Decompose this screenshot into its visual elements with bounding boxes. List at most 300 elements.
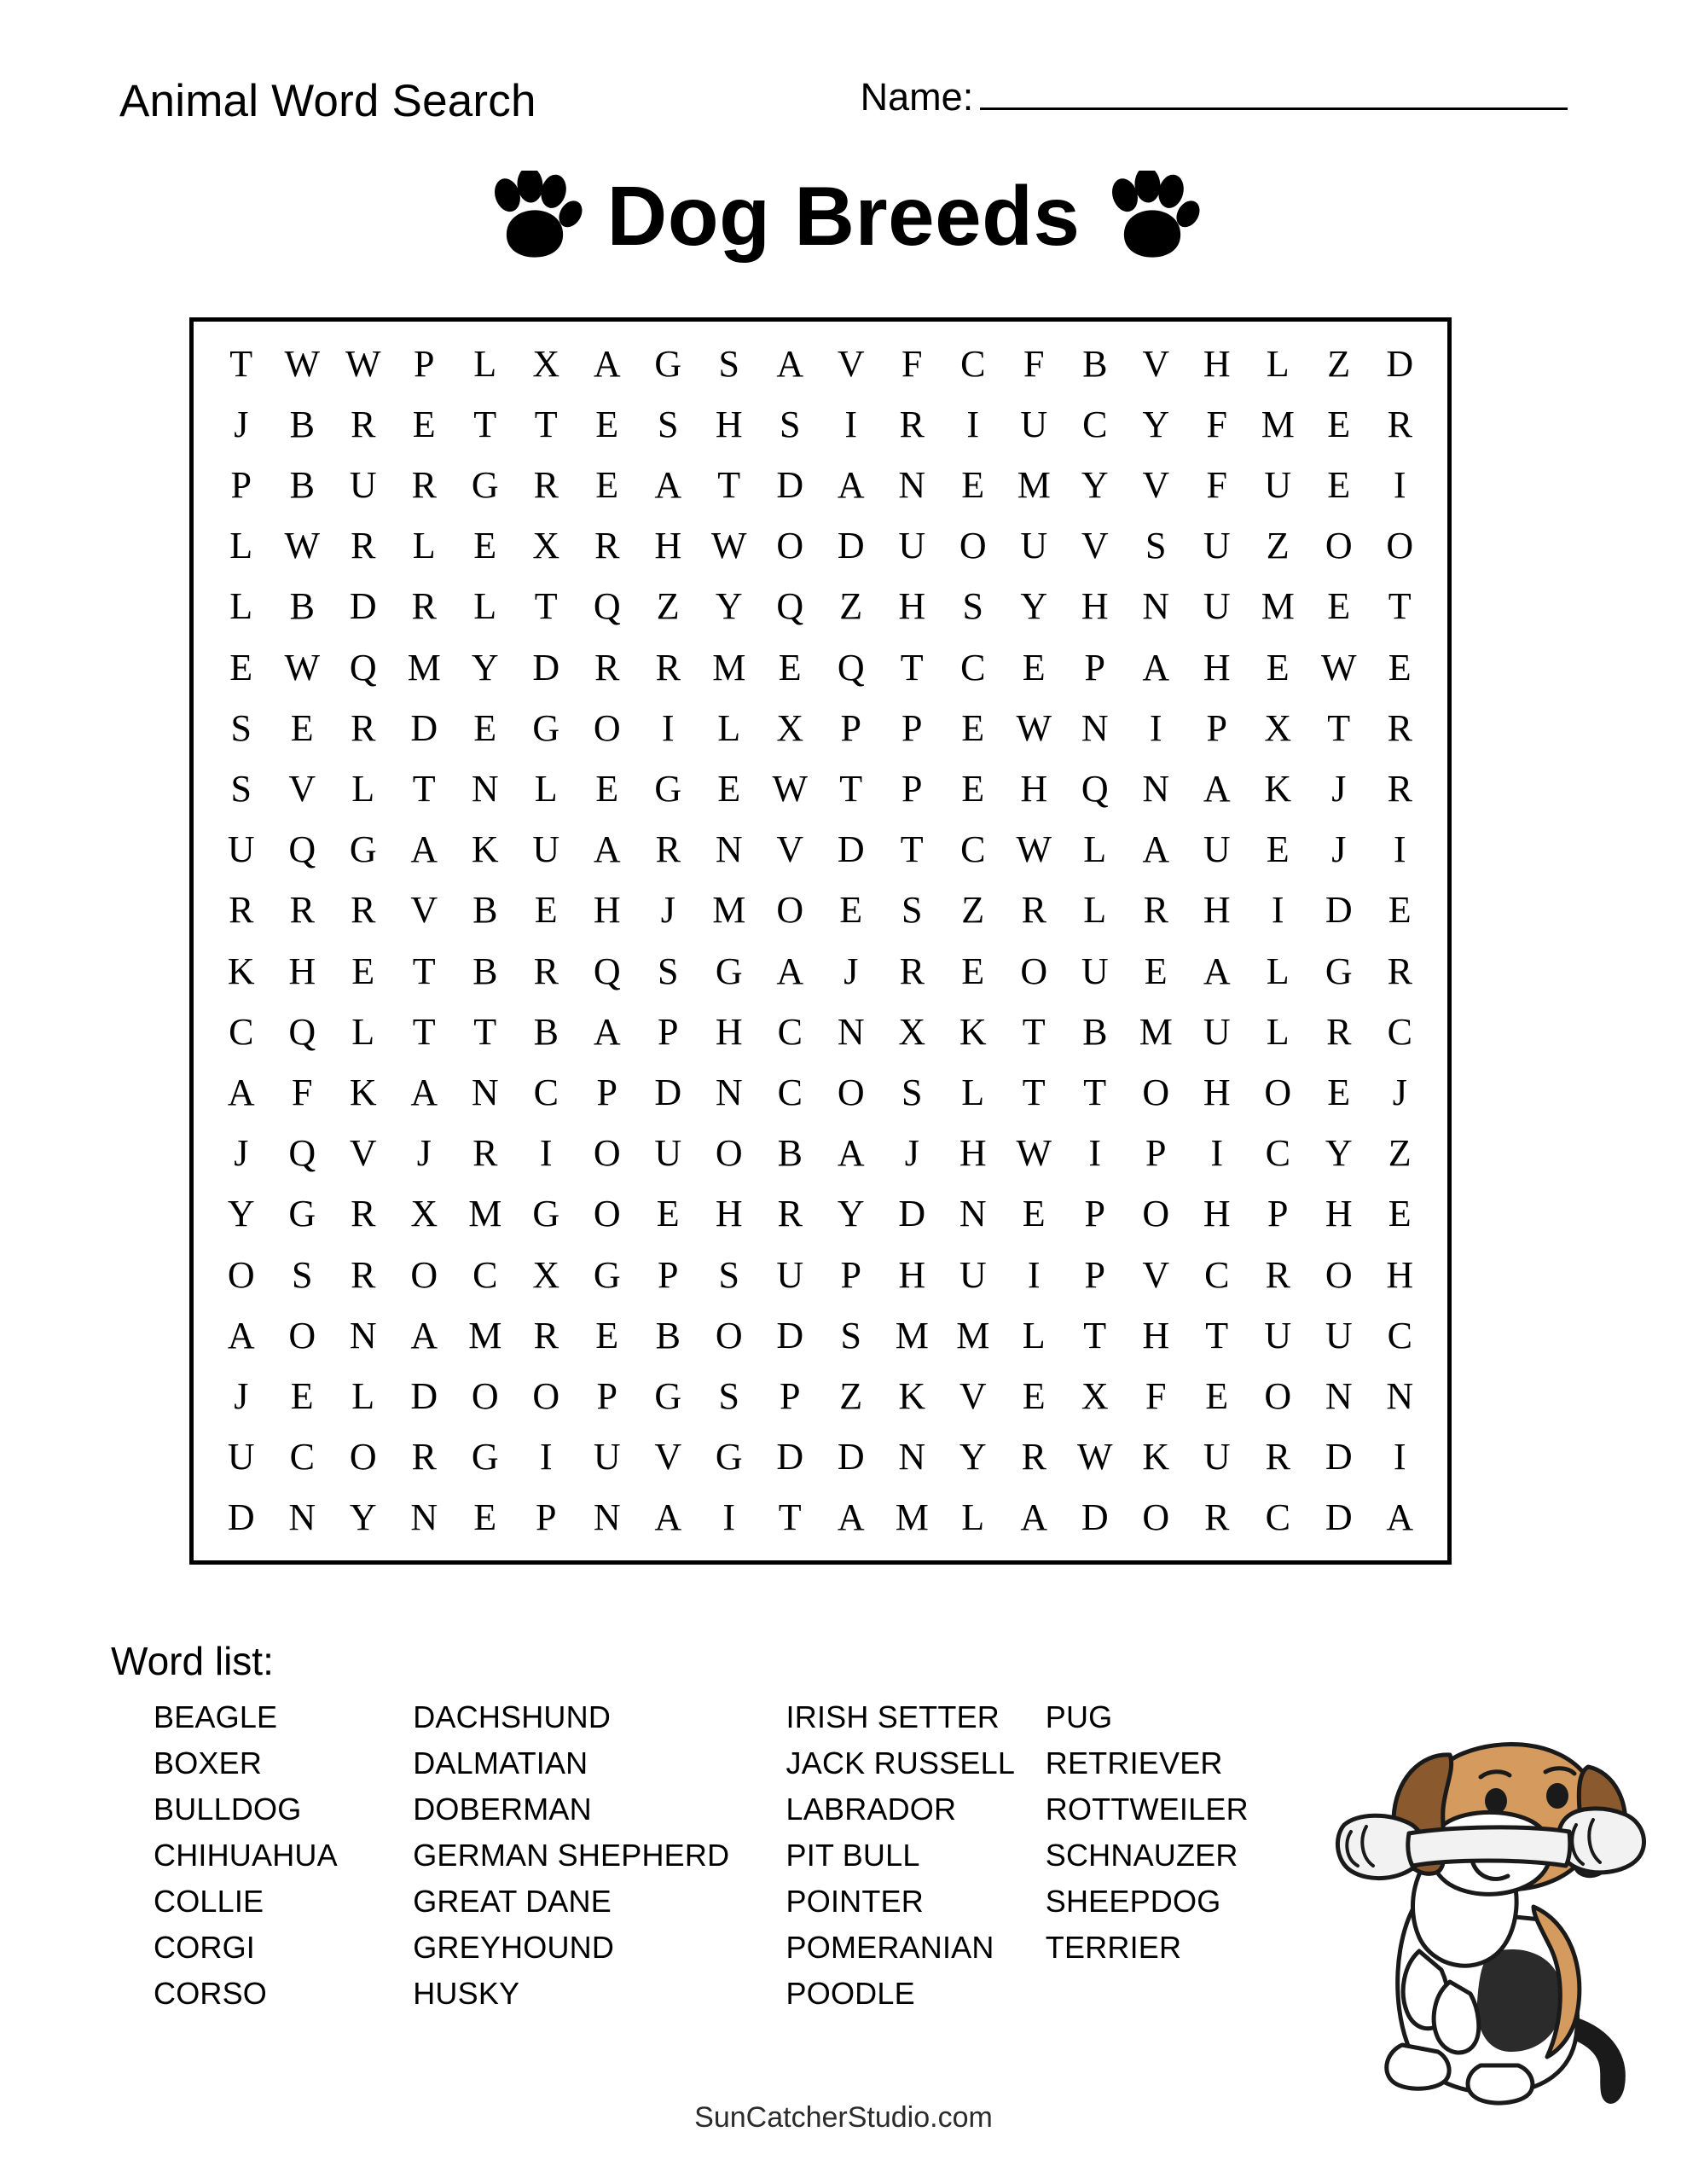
grid-cell-r1-c8[interactable]: G — [654, 342, 682, 385]
grid-cell-r17-c11[interactable]: S — [840, 1314, 861, 1356]
grid-cell-r4-c18[interactable]: Z — [1266, 525, 1290, 567]
grid-cell-r19-c12[interactable]: N — [898, 1436, 926, 1478]
grid-cell-r10-c3[interactable]: R — [351, 889, 376, 932]
grid-cell-r15-c17[interactable]: H — [1203, 1193, 1231, 1235]
grid-cell-r20-c15[interactable]: D — [1081, 1496, 1109, 1539]
grid-cell-r9-c10[interactable]: V — [776, 828, 804, 871]
grid-cell-r4-c20[interactable]: O — [1386, 525, 1414, 567]
grid-cell-r5-c19[interactable]: E — [1327, 585, 1351, 628]
grid-cell-r14-c9[interactable]: O — [715, 1132, 743, 1175]
grid-cell-r6-c11[interactable]: Q — [837, 646, 865, 688]
grid-cell-r20-c5[interactable]: E — [473, 1496, 497, 1539]
grid-cell-r16-c13[interactable]: U — [959, 1253, 987, 1296]
grid-cell-r11-c3[interactable]: E — [351, 950, 375, 992]
grid-cell-r10-c16[interactable]: R — [1143, 889, 1168, 932]
grid-cell-r13-c1[interactable]: A — [227, 1071, 255, 1113]
grid-cell-r14-c20[interactable]: Z — [1388, 1132, 1412, 1175]
word-list-item[interactable]: SCHNAUZER — [1045, 1838, 1238, 1873]
grid-cell-r11-c10[interactable]: A — [776, 950, 804, 992]
grid-cell-r13-c20[interactable]: J — [1392, 1071, 1407, 1113]
grid-cell-r9-c8[interactable]: R — [655, 828, 681, 871]
word-list-item[interactable]: BOXER — [154, 1745, 263, 1780]
grid-cell-r13-c8[interactable]: D — [654, 1071, 682, 1113]
grid-cell-r7-c5[interactable]: E — [473, 706, 497, 749]
grid-cell-r16-c20[interactable]: H — [1386, 1253, 1414, 1296]
grid-cell-r3-c20[interactable]: I — [1393, 463, 1406, 506]
grid-cell-r20-c12[interactable]: M — [895, 1496, 929, 1539]
grid-cell-r1-c7[interactable]: A — [593, 342, 621, 385]
grid-cell-r6-c3[interactable]: Q — [349, 646, 377, 688]
grid-cell-r8-c3[interactable]: L — [351, 767, 375, 810]
grid-cell-r7-c7[interactable]: O — [593, 706, 621, 749]
grid-cell-r15-c9[interactable]: H — [715, 1193, 743, 1235]
grid-cell-r6-c5[interactable]: Y — [471, 646, 499, 688]
grid-cell-r2-c8[interactable]: S — [658, 403, 679, 445]
grid-cell-r8-c15[interactable]: Q — [1081, 767, 1109, 810]
grid-cell-r7-c14[interactable]: W — [1016, 706, 1052, 749]
grid-cell-r13-c5[interactable]: N — [471, 1071, 499, 1113]
grid-cell-r12-c5[interactable]: T — [473, 1010, 497, 1053]
grid-cell-r10-c11[interactable]: E — [839, 889, 863, 932]
grid-cell-r9-c2[interactable]: Q — [288, 828, 316, 871]
word-list-item[interactable]: SHEEPDOG — [1045, 1884, 1221, 1919]
grid-cell-r12-c20[interactable]: C — [1387, 1010, 1412, 1053]
grid-cell-r3-c3[interactable]: U — [349, 463, 377, 506]
grid-cell-r10-c10[interactable]: O — [776, 889, 804, 932]
grid-cell-r16-c5[interactable]: C — [472, 1253, 498, 1296]
grid-cell-r20-c20[interactable]: A — [1386, 1496, 1414, 1539]
grid-cell-r17-c13[interactable]: M — [956, 1314, 990, 1356]
grid-cell-r5-c1[interactable]: L — [229, 585, 253, 628]
grid-cell-r5-c17[interactable]: U — [1203, 585, 1231, 628]
grid-cell-r16-c16[interactable]: V — [1142, 1253, 1170, 1296]
grid-cell-r7-c11[interactable]: P — [840, 706, 861, 749]
grid-cell-r12-c18[interactable]: L — [1266, 1010, 1290, 1053]
grid-cell-r19-c7[interactable]: U — [593, 1436, 621, 1478]
grid-cell-r7-c17[interactable]: P — [1206, 706, 1227, 749]
word-list-item[interactable]: DACHSHUND — [413, 1699, 612, 1734]
grid-cell-r20-c8[interactable]: A — [654, 1496, 682, 1539]
grid-cell-r7-c3[interactable]: R — [351, 706, 376, 749]
grid-cell-r2-c7[interactable]: E — [595, 403, 619, 445]
grid-cell-r16-c9[interactable]: S — [718, 1253, 739, 1296]
grid-cell-r9-c7[interactable]: A — [593, 828, 621, 871]
grid-cell-r5-c20[interactable]: T — [1388, 585, 1412, 628]
grid-cell-r11-c9[interactable]: G — [715, 950, 743, 992]
grid-cell-r3-c8[interactable]: A — [654, 463, 682, 506]
grid-cell-r17-c5[interactable]: M — [468, 1314, 502, 1356]
grid-cell-r20-c11[interactable]: A — [837, 1496, 865, 1539]
grid-cell-r18-c20[interactable]: N — [1386, 1374, 1414, 1417]
grid-cell-r19-c5[interactable]: G — [471, 1436, 499, 1478]
grid-cell-r13-c9[interactable]: N — [715, 1071, 743, 1113]
grid-cell-r12-c19[interactable]: R — [1326, 1010, 1352, 1053]
grid-cell-r19-c18[interactable]: R — [1265, 1436, 1290, 1478]
grid-cell-r19-c11[interactable]: D — [837, 1436, 865, 1478]
grid-cell-r9-c15[interactable]: L — [1083, 828, 1107, 871]
grid-cell-r13-c13[interactable]: L — [961, 1071, 985, 1113]
grid-cell-r7-c15[interactable]: N — [1081, 706, 1109, 749]
grid-cell-r11-c14[interactable]: O — [1020, 950, 1048, 992]
grid-cell-r7-c4[interactable]: D — [410, 706, 438, 749]
grid-cell-r9-c12[interactable]: T — [900, 828, 924, 871]
grid-cell-r18-c2[interactable]: E — [290, 1374, 314, 1417]
grid-cell-r6-c7[interactable]: R — [594, 646, 620, 688]
grid-cell-r11-c2[interactable]: H — [288, 950, 316, 992]
grid-cell-r9-c6[interactable]: U — [532, 828, 560, 871]
grid-cell-r17-c16[interactable]: H — [1142, 1314, 1170, 1356]
grid-cell-r15-c11[interactable]: Y — [837, 1193, 865, 1235]
grid-cell-r9-c18[interactable]: E — [1266, 828, 1290, 871]
grid-cell-r10-c20[interactable]: E — [1388, 889, 1412, 932]
grid-cell-r1-c6[interactable]: X — [532, 342, 560, 385]
grid-cell-r6-c15[interactable]: P — [1084, 646, 1105, 688]
grid-cell-r17-c20[interactable]: C — [1387, 1314, 1412, 1356]
grid-cell-r19-c6[interactable]: I — [539, 1436, 553, 1478]
grid-cell-r13-c17[interactable]: H — [1203, 1071, 1231, 1113]
grid-cell-r3-c16[interactable]: V — [1142, 463, 1170, 506]
grid-cell-r19-c1[interactable]: U — [227, 1436, 255, 1478]
grid-cell-r17-c6[interactable]: R — [533, 1314, 559, 1356]
word-list-item[interactable]: JACK RUSSELL — [786, 1745, 1016, 1780]
grid-cell-r19-c4[interactable]: R — [411, 1436, 437, 1478]
grid-cell-r1-c14[interactable]: F — [1023, 342, 1045, 385]
grid-cell-r10-c13[interactable]: Z — [961, 889, 985, 932]
grid-cell-r13-c18[interactable]: O — [1264, 1071, 1292, 1113]
word-list-item[interactable]: POODLE — [786, 1976, 915, 2011]
name-input-line[interactable] — [980, 107, 1568, 110]
grid-cell-r1-c4[interactable]: P — [414, 342, 435, 385]
grid-cell-r12-c3[interactable]: L — [351, 1010, 375, 1053]
grid-cell-r11-c4[interactable]: T — [412, 950, 436, 992]
grid-cell-r16-c6[interactable]: X — [532, 1253, 560, 1296]
grid-cell-r14-c6[interactable]: I — [539, 1132, 553, 1175]
grid-cell-r7-c8[interactable]: I — [661, 706, 675, 749]
grid-cell-r19-c17[interactable]: U — [1203, 1436, 1231, 1478]
grid-cell-r3-c5[interactable]: G — [471, 463, 499, 506]
grid-cell-r19-c9[interactable]: G — [715, 1436, 743, 1478]
grid-cell-r6-c16[interactable]: A — [1142, 646, 1170, 688]
grid-cell-r5-c14[interactable]: Y — [1020, 585, 1048, 628]
grid-cell-r19-c14[interactable]: R — [1021, 1436, 1046, 1478]
grid-cell-r4-c5[interactable]: E — [473, 525, 497, 567]
grid-cell-r13-c3[interactable]: K — [349, 1071, 377, 1113]
word-list-item[interactable]: RETRIEVER — [1045, 1745, 1223, 1780]
grid-cell-r2-c2[interactable]: B — [289, 403, 315, 445]
grid-cell-r5-c13[interactable]: S — [962, 585, 983, 628]
grid-cell-r2-c12[interactable]: R — [899, 403, 925, 445]
grid-cell-r3-c14[interactable]: M — [1017, 463, 1051, 506]
grid-cell-r9-c5[interactable]: K — [471, 828, 499, 871]
grid-cell-r5-c8[interactable]: Z — [656, 585, 680, 628]
grid-cell-r11-c5[interactable]: B — [472, 950, 498, 992]
grid-cell-r7-c9[interactable]: L — [717, 706, 741, 749]
grid-cell-r14-c15[interactable]: I — [1088, 1132, 1102, 1175]
grid-cell-r10-c19[interactable]: D — [1325, 889, 1353, 932]
grid-cell-r11-c15[interactable]: U — [1081, 950, 1109, 992]
grid-cell-r6-c17[interactable]: H — [1203, 646, 1231, 688]
grid-cell-r9-c20[interactable]: I — [1393, 828, 1406, 871]
word-list-item[interactable]: CORSO — [154, 1976, 268, 2011]
word-list-item[interactable]: GREAT DANE — [413, 1884, 612, 1919]
grid-cell-r4-c16[interactable]: S — [1145, 525, 1167, 567]
grid-cell-r15-c4[interactable]: X — [410, 1193, 438, 1235]
grid-cell-r20-c14[interactable]: A — [1020, 1496, 1048, 1539]
grid-cell-r12-c8[interactable]: P — [658, 1010, 679, 1053]
grid-cell-r3-c18[interactable]: U — [1264, 463, 1292, 506]
grid-cell-r13-c19[interactable]: E — [1327, 1071, 1351, 1113]
grid-cell-r11-c12[interactable]: R — [899, 950, 925, 992]
grid-cell-r11-c8[interactable]: S — [658, 950, 679, 992]
grid-cell-r12-c1[interactable]: C — [229, 1010, 254, 1053]
grid-cell-r20-c10[interactable]: T — [778, 1496, 802, 1539]
grid-cell-r15-c18[interactable]: P — [1267, 1193, 1289, 1235]
grid-cell-r6-c8[interactable]: R — [655, 646, 681, 688]
grid-cell-r9-c3[interactable]: G — [349, 828, 377, 871]
grid-cell-r14-c11[interactable]: A — [837, 1132, 865, 1175]
grid-cell-r2-c18[interactable]: M — [1261, 403, 1295, 445]
grid-cell-r1-c5[interactable]: L — [473, 342, 497, 385]
grid-cell-r12-c12[interactable]: X — [898, 1010, 926, 1053]
grid-cell-r17-c4[interactable]: A — [410, 1314, 438, 1356]
grid-cell-r9-c16[interactable]: A — [1142, 828, 1170, 871]
word-list-item[interactable]: GREYHOUND — [413, 1930, 615, 1965]
grid-cell-r16-c11[interactable]: P — [840, 1253, 861, 1296]
word-list-item[interactable]: ROTTWEILER — [1045, 1792, 1249, 1827]
grid-cell-r2-c20[interactable]: R — [1387, 403, 1412, 445]
grid-cell-r18-c14[interactable]: E — [1022, 1374, 1046, 1417]
grid-cell-r8-c16[interactable]: N — [1142, 767, 1170, 810]
word-list-item[interactable]: CHIHUAHUA — [154, 1838, 338, 1873]
grid-cell-r2-c16[interactable]: Y — [1142, 403, 1170, 445]
grid-cell-r2-c14[interactable]: U — [1020, 403, 1048, 445]
grid-cell-r10-c14[interactable]: R — [1021, 889, 1046, 932]
grid-cell-r12-c4[interactable]: T — [412, 1010, 436, 1053]
grid-cell-r11-c17[interactable]: A — [1203, 950, 1231, 992]
grid-cell-r16-c1[interactable]: O — [227, 1253, 255, 1296]
grid-cell-r2-c15[interactable]: C — [1082, 403, 1108, 445]
grid-cell-r20-c2[interactable]: N — [288, 1496, 316, 1539]
grid-cell-r4-c13[interactable]: O — [959, 525, 987, 567]
grid-cell-r7-c6[interactable]: G — [532, 706, 560, 749]
grid-cell-r17-c10[interactable]: D — [776, 1314, 804, 1356]
grid-cell-r14-c1[interactable]: J — [234, 1132, 249, 1175]
word-list-item[interactable]: BEAGLE — [154, 1699, 278, 1734]
grid-cell-r19-c8[interactable]: V — [654, 1436, 682, 1478]
grid-cell-r18-c17[interactable]: E — [1205, 1374, 1229, 1417]
grid-cell-r8-c6[interactable]: L — [534, 767, 558, 810]
grid-cell-r15-c16[interactable]: O — [1142, 1193, 1170, 1235]
grid-cell-r19-c19[interactable]: D — [1325, 1436, 1353, 1478]
grid-cell-r13-c10[interactable]: C — [777, 1071, 803, 1113]
grid-cell-r10-c9[interactable]: M — [712, 889, 746, 932]
grid-cell-r5-c15[interactable]: H — [1081, 585, 1109, 628]
grid-cell-r8-c18[interactable]: K — [1264, 767, 1292, 810]
grid-cell-r7-c12[interactable]: P — [901, 706, 923, 749]
grid-cell-r3-c7[interactable]: E — [595, 463, 619, 506]
grid-cell-r15-c15[interactable]: P — [1084, 1193, 1105, 1235]
grid-cell-r6-c20[interactable]: E — [1388, 646, 1412, 688]
grid-cell-r19-c15[interactable]: W — [1076, 1436, 1113, 1478]
grid-cell-r7-c20[interactable]: R — [1387, 706, 1412, 749]
grid-cell-r13-c15[interactable]: T — [1083, 1071, 1107, 1113]
grid-cell-r12-c13[interactable]: K — [959, 1010, 987, 1053]
grid-cell-r11-c1[interactable]: K — [227, 950, 255, 992]
grid-cell-r12-c17[interactable]: U — [1203, 1010, 1231, 1053]
grid-cell-r18-c6[interactable]: O — [532, 1374, 560, 1417]
grid-cell-r17-c8[interactable]: B — [655, 1314, 681, 1356]
grid-cell-r1-c12[interactable]: F — [901, 342, 923, 385]
grid-cell-r19-c3[interactable]: O — [349, 1436, 377, 1478]
grid-cell-r17-c19[interactable]: U — [1325, 1314, 1353, 1356]
grid-cell-r11-c18[interactable]: L — [1266, 950, 1290, 992]
grid-cell-r8-c11[interactable]: T — [839, 767, 863, 810]
grid-cell-r12-c14[interactable]: T — [1022, 1010, 1046, 1053]
word-list-item[interactable]: TERRIER — [1045, 1930, 1182, 1965]
grid-cell-r6-c9[interactable]: M — [712, 646, 746, 688]
grid-cell-r11-c6[interactable]: R — [533, 950, 559, 992]
grid-cell-r6-c2[interactable]: W — [284, 646, 321, 688]
grid-cell-r4-c17[interactable]: U — [1203, 525, 1231, 567]
grid-cell-r5-c10[interactable]: Q — [776, 585, 804, 628]
grid-cell-r8-c13[interactable]: E — [961, 767, 985, 810]
grid-cell-r14-c12[interactable]: J — [904, 1132, 919, 1175]
grid-cell-r7-c13[interactable]: E — [961, 706, 985, 749]
grid-cell-r17-c7[interactable]: E — [595, 1314, 619, 1356]
grid-cell-r1-c18[interactable]: L — [1266, 342, 1290, 385]
grid-cell-r5-c12[interactable]: H — [898, 585, 926, 628]
word-list-item[interactable]: DALMATIAN — [413, 1745, 588, 1780]
grid-cell-r14-c7[interactable]: O — [593, 1132, 621, 1175]
grid-cell-r19-c10[interactable]: D — [776, 1436, 804, 1478]
grid-cell-r18-c8[interactable]: G — [654, 1374, 682, 1417]
grid-cell-r1-c11[interactable]: V — [837, 342, 865, 385]
grid-cell-r5-c6[interactable]: T — [534, 585, 558, 628]
grid-cell-r3-c9[interactable]: T — [717, 463, 741, 506]
grid-cell-r17-c15[interactable]: T — [1083, 1314, 1107, 1356]
grid-cell-r20-c3[interactable]: Y — [349, 1496, 377, 1539]
grid-cell-r18-c15[interactable]: X — [1081, 1374, 1109, 1417]
grid-cell-r2-c13[interactable]: I — [966, 403, 980, 445]
grid-cell-r14-c18[interactable]: C — [1265, 1132, 1290, 1175]
grid-cell-r9-c4[interactable]: A — [410, 828, 438, 871]
grid-cell-r18-c19[interactable]: N — [1325, 1374, 1353, 1417]
grid-cell-r8-c5[interactable]: N — [471, 767, 499, 810]
grid-cell-r3-c15[interactable]: Y — [1081, 463, 1109, 506]
grid-cell-r15-c20[interactable]: E — [1388, 1193, 1412, 1235]
grid-cell-r11-c19[interactable]: G — [1325, 950, 1353, 992]
grid-cell-r10-c6[interactable]: E — [534, 889, 558, 932]
grid-cell-r3-c17[interactable]: F — [1206, 463, 1227, 506]
grid-cell-r10-c1[interactable]: R — [229, 889, 254, 932]
grid-cell-r5-c4[interactable]: R — [411, 585, 437, 628]
grid-cell-r12-c6[interactable]: B — [533, 1010, 559, 1053]
grid-cell-r20-c13[interactable]: L — [961, 1496, 985, 1539]
grid-cell-r14-c16[interactable]: P — [1145, 1132, 1167, 1175]
grid-cell-r14-c14[interactable]: W — [1016, 1132, 1052, 1175]
grid-cell-r11-c11[interactable]: J — [844, 950, 859, 992]
grid-cell-r10-c4[interactable]: V — [410, 889, 438, 932]
grid-cell-r12-c2[interactable]: Q — [288, 1010, 316, 1053]
grid-cell-r18-c9[interactable]: S — [718, 1374, 739, 1417]
grid-cell-r8-c9[interactable]: E — [717, 767, 741, 810]
grid-cell-r20-c6[interactable]: P — [536, 1496, 557, 1539]
grid-cell-r4-c10[interactable]: O — [776, 525, 804, 567]
grid-cell-r8-c14[interactable]: H — [1020, 767, 1048, 810]
grid-cell-r6-c12[interactable]: T — [900, 646, 924, 688]
grid-cell-r19-c20[interactable]: I — [1393, 1436, 1406, 1478]
grid-cell-r6-c14[interactable]: E — [1022, 646, 1046, 688]
grid-cell-r6-c10[interactable]: E — [778, 646, 802, 688]
grid-cell-r16-c18[interactable]: R — [1265, 1253, 1290, 1296]
grid-cell-r9-c19[interactable]: J — [1331, 828, 1347, 871]
grid-cell-r3-c13[interactable]: E — [961, 463, 985, 506]
grid-cell-r7-c16[interactable]: I — [1149, 706, 1162, 749]
grid-cell-r4-c19[interactable]: O — [1325, 525, 1353, 567]
grid-cell-r16-c8[interactable]: P — [658, 1253, 679, 1296]
grid-cell-r14-c10[interactable]: B — [777, 1132, 803, 1175]
grid-cell-r5-c3[interactable]: D — [349, 585, 377, 628]
grid-cell-r1-c17[interactable]: H — [1203, 342, 1231, 385]
grid-cell-r13-c6[interactable]: C — [533, 1071, 559, 1113]
grid-cell-r2-c11[interactable]: I — [844, 403, 858, 445]
grid-cell-r10-c17[interactable]: H — [1203, 889, 1231, 932]
grid-cell-r9-c14[interactable]: W — [1016, 828, 1052, 871]
grid-cell-r8-c19[interactable]: J — [1331, 767, 1347, 810]
grid-cell-r3-c6[interactable]: R — [533, 463, 559, 506]
grid-cell-r15-c19[interactable]: H — [1325, 1193, 1353, 1235]
grid-cell-r17-c3[interactable]: N — [349, 1314, 377, 1356]
word-list-item[interactable]: POMERANIAN — [786, 1930, 994, 1965]
word-list-item[interactable]: DOBERMAN — [413, 1792, 592, 1827]
grid-cell-r8-c20[interactable]: R — [1387, 767, 1412, 810]
grid-cell-r5-c7[interactable]: Q — [593, 585, 621, 628]
grid-cell-r10-c15[interactable]: L — [1083, 889, 1107, 932]
grid-cell-r1-c1[interactable]: T — [229, 342, 253, 385]
word-list-item[interactable]: HUSKY — [413, 1976, 520, 2011]
grid-cell-r2-c4[interactable]: E — [412, 403, 436, 445]
grid-cell-r5-c5[interactable]: L — [473, 585, 497, 628]
grid-cell-r16-c15[interactable]: P — [1084, 1253, 1105, 1296]
grid-cell-r9-c11[interactable]: D — [837, 828, 865, 871]
grid-cell-r8-c7[interactable]: E — [595, 767, 619, 810]
grid-cell-r7-c19[interactable]: T — [1327, 706, 1351, 749]
grid-cell-r1-c16[interactable]: V — [1142, 342, 1170, 385]
grid-cell-r5-c16[interactable]: N — [1142, 585, 1170, 628]
grid-cell-r2-c1[interactable]: J — [234, 403, 249, 445]
grid-cell-r1-c2[interactable]: W — [284, 342, 321, 385]
grid-cell-r8-c4[interactable]: T — [412, 767, 436, 810]
grid-cell-r2-c3[interactable]: R — [351, 403, 376, 445]
grid-cell-r20-c18[interactable]: C — [1265, 1496, 1290, 1539]
grid-cell-r17-c14[interactable]: L — [1022, 1314, 1046, 1356]
grid-cell-r18-c11[interactable]: Z — [839, 1374, 863, 1417]
grid-cell-r7-c1[interactable]: S — [230, 706, 252, 749]
grid-cell-r15-c3[interactable]: R — [351, 1193, 376, 1235]
grid-cell-r13-c2[interactable]: F — [292, 1071, 313, 1113]
grid-cell-r4-c9[interactable]: W — [710, 525, 747, 567]
grid-cell-r1-c20[interactable]: D — [1386, 342, 1414, 385]
grid-cell-r18-c12[interactable]: K — [898, 1374, 926, 1417]
grid-cell-r20-c4[interactable]: N — [410, 1496, 438, 1539]
grid-cell-r18-c13[interactable]: V — [959, 1374, 987, 1417]
grid-cell-r16-c17[interactable]: C — [1204, 1253, 1230, 1296]
grid-cell-r20-c7[interactable]: N — [593, 1496, 621, 1539]
grid-cell-r14-c3[interactable]: V — [349, 1132, 377, 1175]
grid-cell-r1-c9[interactable]: S — [718, 342, 739, 385]
grid-cell-r16-c12[interactable]: H — [898, 1253, 926, 1296]
grid-cell-r13-c12[interactable]: S — [901, 1071, 923, 1113]
